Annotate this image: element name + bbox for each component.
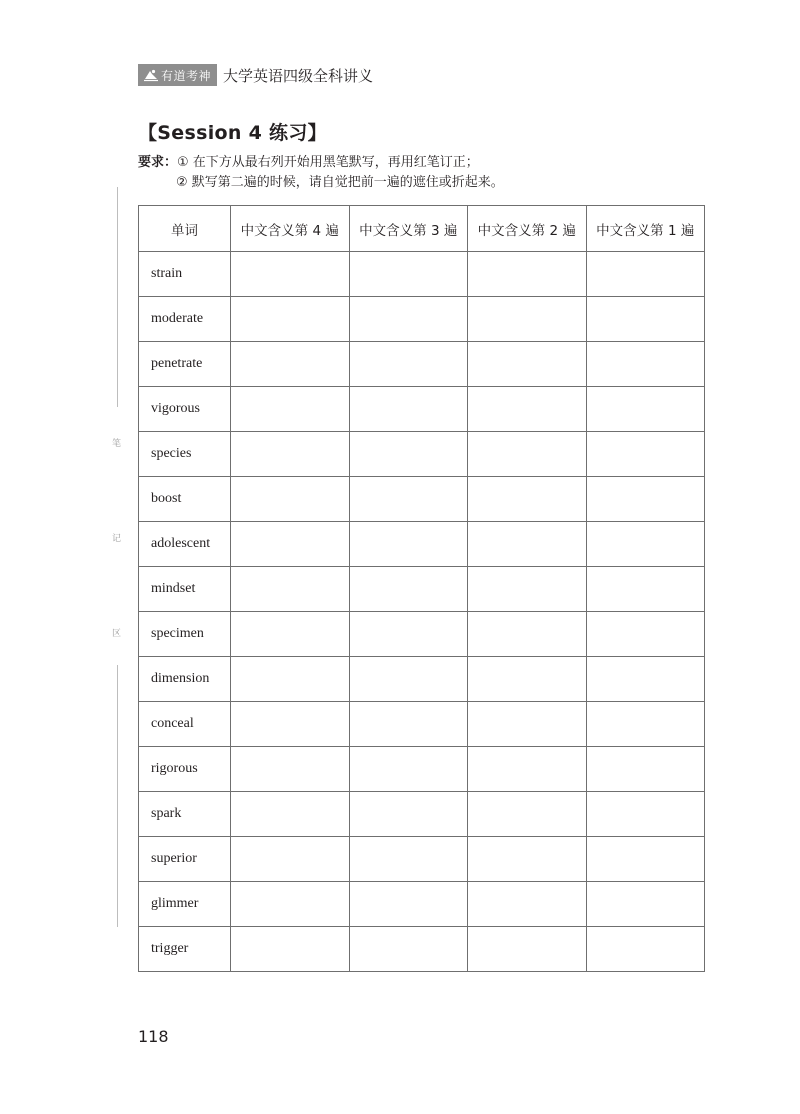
requirement-1: ① 在下方从最右列开始用黑笔默写，再用红笔订正； <box>177 155 479 170</box>
requirement-2: ② 默写第二遍的时候，请自觉把前一遍的遮住或折起来。 <box>176 175 504 190</box>
answer-cell-pass-4[interactable] <box>231 252 350 297</box>
answer-cell-pass-3[interactable] <box>349 522 468 567</box>
table-row <box>139 252 705 297</box>
brand-badge <box>138 64 217 86</box>
requirements-line-1 <box>138 153 479 173</box>
answer-cell-pass-3[interactable] <box>349 477 468 522</box>
table-body <box>139 252 705 972</box>
column-header-pass-2: 中文含义第 2 遍 <box>468 206 587 252</box>
vocab-word: boost <box>139 477 231 522</box>
answer-cell-pass-2[interactable] <box>468 657 587 702</box>
page-header <box>138 64 373 86</box>
vocab-word: penetrate <box>139 342 231 387</box>
answer-cell-pass-1[interactable] <box>586 837 705 882</box>
column-header-word: 单词 <box>139 206 231 252</box>
notes-margin-line <box>117 187 118 407</box>
answer-cell-pass-4[interactable] <box>231 297 350 342</box>
vocab-word: spark <box>139 792 231 837</box>
answer-cell-pass-4[interactable] <box>231 882 350 927</box>
answer-cell-pass-1[interactable] <box>586 657 705 702</box>
answer-cell-pass-1[interactable] <box>586 927 705 972</box>
answer-cell-pass-4[interactable] <box>231 432 350 477</box>
session-title: 【Session 4 练习】 <box>138 122 327 144</box>
answer-cell-pass-4[interactable] <box>231 612 350 657</box>
vocab-word: dimension <box>139 657 231 702</box>
answer-cell-pass-4[interactable] <box>231 792 350 837</box>
table-row <box>139 522 705 567</box>
answer-cell-pass-3[interactable] <box>349 567 468 612</box>
answer-cell-pass-1[interactable] <box>586 432 705 477</box>
answer-cell-pass-3[interactable] <box>349 792 468 837</box>
answer-cell-pass-2[interactable] <box>468 747 587 792</box>
answer-cell-pass-4[interactable] <box>231 747 350 792</box>
answer-cell-pass-2[interactable] <box>468 297 587 342</box>
answer-cell-pass-2[interactable] <box>468 927 587 972</box>
answer-cell-pass-2[interactable] <box>468 792 587 837</box>
answer-cell-pass-1[interactable] <box>586 477 705 522</box>
answer-cell-pass-2[interactable] <box>468 702 587 747</box>
answer-cell-pass-2[interactable] <box>468 882 587 927</box>
answer-cell-pass-3[interactable] <box>349 387 468 432</box>
column-header-pass-4: 中文含义第 4 遍 <box>231 206 350 252</box>
table-row <box>139 387 705 432</box>
notes-area-label-char: 区 <box>112 629 122 639</box>
table-row <box>139 342 705 387</box>
brand-logo-icon <box>143 68 159 82</box>
answer-cell-pass-4[interactable] <box>231 837 350 882</box>
answer-cell-pass-4[interactable] <box>231 567 350 612</box>
answer-cell-pass-4[interactable] <box>231 477 350 522</box>
vocab-word: adolescent <box>139 522 231 567</box>
answer-cell-pass-1[interactable] <box>586 522 705 567</box>
table-row <box>139 297 705 342</box>
vocab-word: species <box>139 432 231 477</box>
vocab-word: superior <box>139 837 231 882</box>
book-title: 大学英语四级全科讲义 <box>223 66 374 85</box>
vocab-word: strain <box>139 252 231 297</box>
vocab-word: moderate <box>139 297 231 342</box>
answer-cell-pass-1[interactable] <box>586 297 705 342</box>
vocab-word: vigorous <box>139 387 231 432</box>
answer-cell-pass-3[interactable] <box>349 927 468 972</box>
table-row <box>139 657 705 702</box>
answer-cell-pass-4[interactable] <box>231 522 350 567</box>
vocab-word: glimmer <box>139 882 231 927</box>
notes-area-label-char: 笔 <box>112 439 122 449</box>
answer-cell-pass-1[interactable] <box>586 612 705 657</box>
answer-cell-pass-3[interactable] <box>349 612 468 657</box>
answer-cell-pass-2[interactable] <box>468 567 587 612</box>
table-header-row <box>139 206 705 252</box>
answer-cell-pass-3[interactable] <box>349 297 468 342</box>
answer-cell-pass-2[interactable] <box>468 522 587 567</box>
answer-cell-pass-1[interactable] <box>586 567 705 612</box>
answer-cell-pass-2[interactable] <box>468 432 587 477</box>
notes-margin-line <box>117 665 118 927</box>
answer-cell-pass-2[interactable] <box>468 477 587 522</box>
answer-cell-pass-3[interactable] <box>349 432 468 477</box>
column-header-pass-1: 中文含义第 1 遍 <box>586 206 705 252</box>
vocab-word: rigorous <box>139 747 231 792</box>
vocabulary-dictation-table <box>138 205 705 972</box>
answer-cell-pass-3[interactable] <box>349 747 468 792</box>
answer-cell-pass-4[interactable] <box>231 657 350 702</box>
vocab-word: mindset <box>139 567 231 612</box>
vocab-word: specimen <box>139 612 231 657</box>
answer-cell-pass-2[interactable] <box>468 252 587 297</box>
answer-cell-pass-1[interactable] <box>586 747 705 792</box>
brand-name: 有道考神 <box>161 68 212 83</box>
answer-cell-pass-3[interactable] <box>349 837 468 882</box>
answer-cell-pass-4[interactable] <box>231 702 350 747</box>
answer-cell-pass-1[interactable] <box>586 387 705 432</box>
column-header-pass-3: 中文含义第 3 遍 <box>349 206 468 252</box>
answer-cell-pass-4[interactable] <box>231 387 350 432</box>
table-row <box>139 477 705 522</box>
answer-cell-pass-3[interactable] <box>349 882 468 927</box>
answer-cell-pass-1[interactable] <box>586 882 705 927</box>
answer-cell-pass-4[interactable] <box>231 927 350 972</box>
table-row <box>139 702 705 747</box>
notes-area-label-char: 记 <box>112 534 122 544</box>
page-number: 118 <box>138 1027 169 1046</box>
answer-cell-pass-2[interactable] <box>468 387 587 432</box>
answer-cell-pass-1[interactable] <box>586 702 705 747</box>
answer-cell-pass-3[interactable] <box>349 252 468 297</box>
answer-cell-pass-3[interactable] <box>349 702 468 747</box>
answer-cell-pass-2[interactable] <box>468 837 587 882</box>
answer-cell-pass-1[interactable] <box>586 792 705 837</box>
table-row <box>139 567 705 612</box>
table-row <box>139 837 705 882</box>
table-row <box>139 882 705 927</box>
answer-cell-pass-1[interactable] <box>586 342 705 387</box>
table-row <box>139 747 705 792</box>
requirements-label: 要求： <box>138 155 178 170</box>
table-row <box>139 792 705 837</box>
answer-cell-pass-1[interactable] <box>586 252 705 297</box>
answer-cell-pass-3[interactable] <box>349 657 468 702</box>
table-row <box>139 432 705 477</box>
answer-cell-pass-4[interactable] <box>231 342 350 387</box>
answer-cell-pass-2[interactable] <box>468 612 587 657</box>
answer-cell-pass-3[interactable] <box>349 342 468 387</box>
vocab-word: conceal <box>139 702 231 747</box>
vocab-word: trigger <box>139 927 231 972</box>
answer-cell-pass-2[interactable] <box>468 342 587 387</box>
table-row <box>139 612 705 657</box>
table-row <box>139 927 705 972</box>
